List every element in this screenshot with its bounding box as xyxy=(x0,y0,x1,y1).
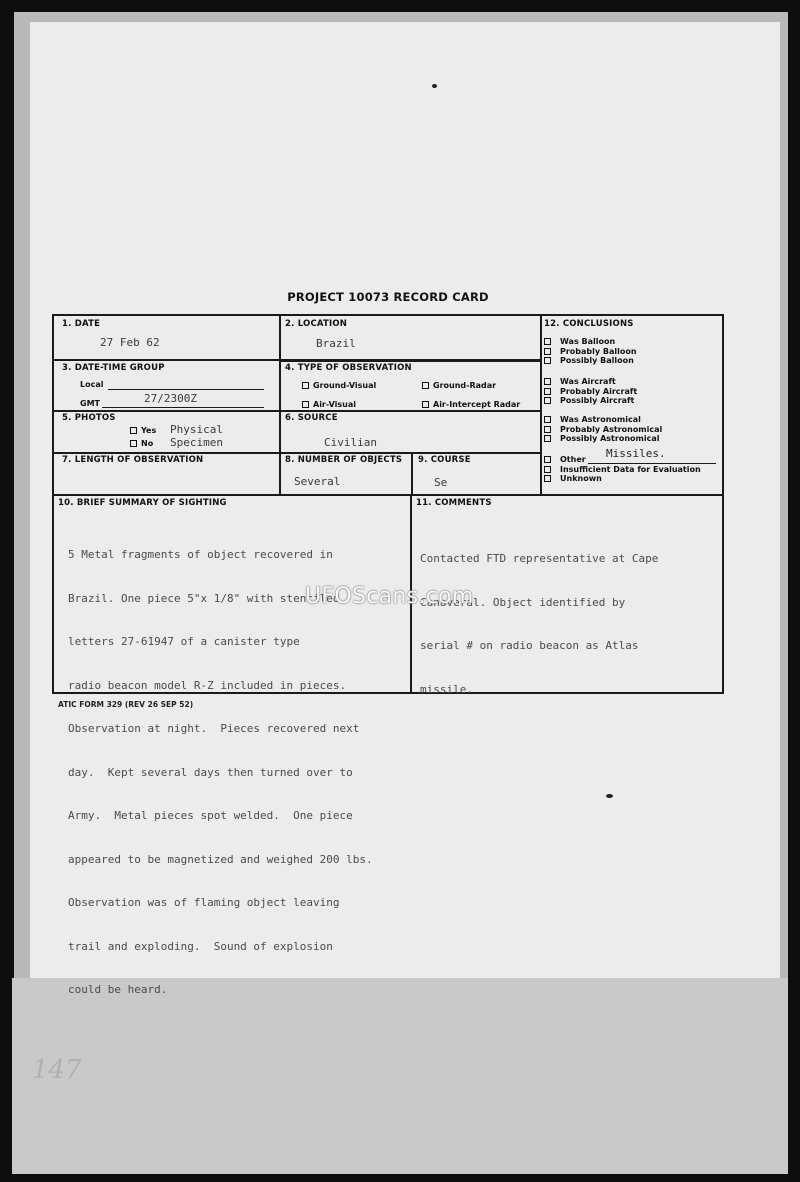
photos-no: No xyxy=(130,439,153,448)
card-title: PROJECT 10073 RECORD CARD xyxy=(287,290,489,304)
comment-line: Canaveral. Object identified by xyxy=(420,595,626,609)
course-label: 9. COURSE xyxy=(418,455,471,465)
conclusion-was-balloon: Was Balloon xyxy=(544,337,637,347)
checkbox-icon xyxy=(302,401,309,408)
summary-line: Observation at night. Pieces recovered next xyxy=(68,722,360,735)
dust-speck xyxy=(606,794,613,798)
conclusions-label: 12. CONCLUSIONS xyxy=(544,319,634,329)
other-line xyxy=(588,463,716,464)
conclusion-was-astronomical: Was Astronomical xyxy=(544,415,662,425)
checkbox-icon xyxy=(544,416,551,423)
comments-label: 11. COMMENTS xyxy=(416,498,492,508)
conclusions-aircraft-group xyxy=(544,377,637,406)
checkbox-icon xyxy=(544,426,551,433)
watermark: UFOScans.com xyxy=(305,584,474,609)
checkbox-icon xyxy=(544,357,551,364)
brief-summary-label: 10. BRIEF SUMMARY OF SIGHTING xyxy=(58,498,227,508)
conclusion-unknown: Unknown xyxy=(544,474,701,484)
conclusion-was-aircraft: Was Aircraft xyxy=(544,377,637,387)
local-label: Local xyxy=(80,380,104,389)
summary-line: letters 27-61947 of a canister type xyxy=(68,635,300,648)
checkbox-icon xyxy=(130,440,137,447)
option-ground-visual: Ground-Visual xyxy=(302,381,376,390)
comment-line: serial # on radio beacon as Atlas xyxy=(420,639,639,652)
number-of-objects-label: 8. NUMBER OF OBJECTS xyxy=(285,455,403,465)
comment-line: Contacted FTD representative at Cape xyxy=(420,552,659,565)
source-value: Civilian xyxy=(324,436,377,449)
gmt-line xyxy=(102,407,264,408)
checkbox-icon xyxy=(130,427,137,434)
checkbox-icon xyxy=(302,382,309,389)
conclusions-balloon-group xyxy=(544,337,637,366)
location-label: 2. LOCATION xyxy=(285,319,348,329)
checkbox-icon xyxy=(544,456,551,463)
form-id: ATIC FORM 329 (REV 26 SEP 52) xyxy=(58,700,194,709)
date-label: 1. DATE xyxy=(62,319,101,329)
summary-line: Brazil. One piece 5"x 1/8" with stenciled xyxy=(68,591,340,605)
checkbox-icon xyxy=(544,475,551,482)
other-value: Missiles. xyxy=(606,447,666,460)
conclusion-probably-balloon: Probably Balloon xyxy=(544,347,637,357)
summary-line: Observation was of flaming object leaving xyxy=(68,896,340,909)
gmt-label: GMT xyxy=(80,399,100,408)
summary-line: appeared to be magnetized and weighed 200 lbs. xyxy=(68,852,373,866)
length-of-observation-label: 7. LENGTH OF OBSERVATION xyxy=(62,455,204,465)
date-value: 27 Feb 62 xyxy=(100,336,160,349)
summary-line: radio beacon model R-Z included in pieces. xyxy=(68,678,347,692)
checkbox-icon xyxy=(544,348,551,355)
photos-note-line2: Specimen xyxy=(170,436,223,449)
conclusion-probably-aircraft: Probably Aircraft xyxy=(544,387,637,397)
checkbox-icon xyxy=(544,388,551,395)
checkbox-icon xyxy=(422,401,429,408)
option-air-intercept-radar: Air-Intercept Radar xyxy=(422,400,520,409)
conclusion-possibly-balloon: Possibly Balloon xyxy=(544,356,637,366)
photos-note-line1: Physical xyxy=(170,423,223,436)
option-air-visual: Air-Visual xyxy=(302,400,356,409)
margin-mark: 147 xyxy=(32,1055,82,1085)
date-time-group-label: 3. DATE-TIME GROUP xyxy=(62,363,165,373)
conclusion-other: Other xyxy=(544,455,701,465)
number-of-objects-value: Several xyxy=(294,475,341,488)
local-line xyxy=(108,389,264,390)
comments-text xyxy=(420,523,658,726)
checkbox-icon xyxy=(544,378,551,385)
conclusions-astronomical-group xyxy=(544,415,662,444)
gmt-value: 27/2300Z xyxy=(144,392,197,405)
checkbox-icon xyxy=(544,338,551,345)
summary-line: 5 Metal fragments of object recovered in xyxy=(68,548,333,561)
checkbox-icon xyxy=(422,382,429,389)
summary-line: Army. Metal pieces spot welded. One piece xyxy=(68,809,353,822)
type-of-observation-label: 4. TYPE OF OBSERVATION xyxy=(285,363,412,373)
summary-line: trail and exploding. Sound of explosion xyxy=(68,939,333,953)
conclusion-possibly-astronomical: Possibly Astronomical xyxy=(544,434,662,444)
photos-yes: Yes xyxy=(130,426,156,435)
location-value: Brazil xyxy=(316,337,356,350)
summary-line: could be heard. xyxy=(68,983,168,996)
conclusion-possibly-aircraft: Possibly Aircraft xyxy=(544,396,637,406)
conclusion-insufficient-data: Insufficient Data for Evaluation xyxy=(544,465,701,475)
option-ground-radar: Ground-Radar xyxy=(422,381,496,390)
checkbox-icon xyxy=(544,435,551,442)
checkbox-icon xyxy=(544,466,551,473)
source-label: 6. SOURCE xyxy=(285,413,338,423)
dust-speck xyxy=(432,84,437,88)
conclusion-probably-astronomical: Probably Astronomical xyxy=(544,425,662,435)
photos-label: 5. PHOTOS xyxy=(62,413,116,423)
checkbox-icon xyxy=(544,397,551,404)
comment-line: missile. xyxy=(420,682,473,696)
summary-line: day. Kept several days then turned over to xyxy=(68,765,353,779)
course-value: Se xyxy=(434,476,448,489)
